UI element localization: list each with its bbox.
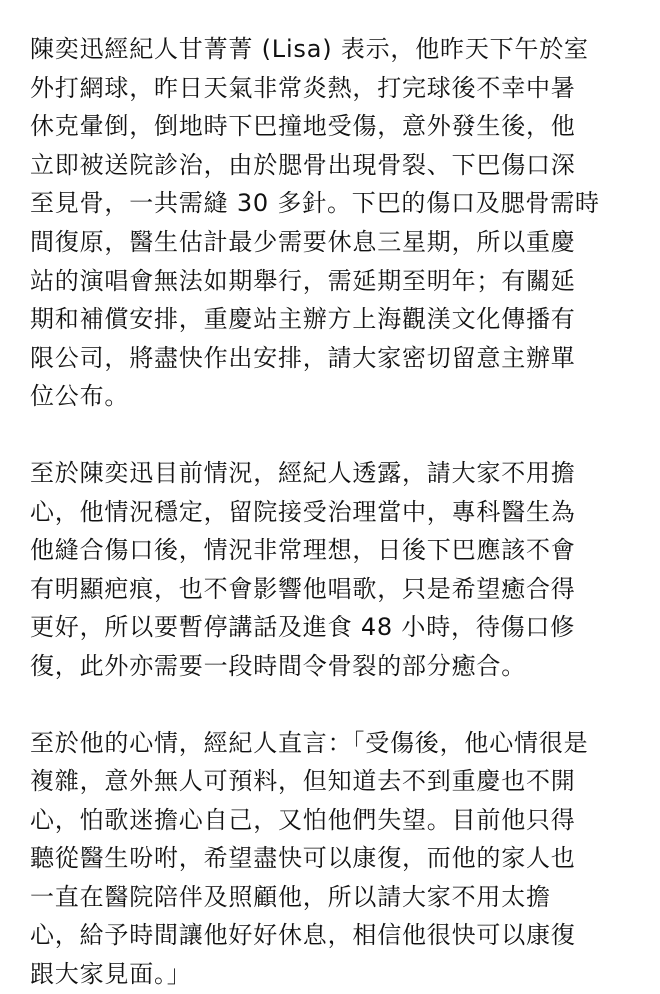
text-line: 他縫合傷口後，情況非常理想，日後下巴應該不會 xyxy=(30,536,576,565)
text-line: 一直在醫院陪伴及照顧他，所以請大家不用太擔 xyxy=(30,882,551,911)
text-line: 至於陳奕迅目前情況，經紀人透露，請大家不用擔 xyxy=(30,458,576,487)
text-line: 複雜，意外無人可預料，但知道去不到重慶也不開 xyxy=(30,767,576,796)
text-line: 站的演唱會無法如期舉行，需延期至明年；有關延 xyxy=(30,266,576,295)
text-line: 心，他情況穩定，留院接受治理當中，專科醫生為 xyxy=(30,497,576,526)
text-line: 聽從醫生吩咐，希望盡快可以康復，而他的家人也 xyxy=(30,844,576,873)
text-line: 跟大家見面。」 xyxy=(30,960,192,989)
text-line: 更好，所以要暫停講話及進食 48 小時，待傷口修 xyxy=(30,613,575,642)
text-line: 限公司，將盡快作出安排，請大家密切留意主辦單 xyxy=(30,343,576,372)
text-line: 立即被送院診治，由於腮骨出現骨裂、下巴傷口深 xyxy=(30,150,576,179)
text-line: 復，此外亦需要一段時間令骨裂的部分癒合。 xyxy=(30,651,526,680)
text-line: 期和補償安排，重慶站主辦方上海觀渼文化傳播有 xyxy=(30,305,576,334)
paragraph-mood-quote xyxy=(30,724,630,994)
text-line: 至於他的心情，經紀人直言：「受傷後，他心情很是 xyxy=(30,728,589,757)
paragraph-current-condition xyxy=(30,454,630,686)
text-line: 心，怕歌迷擔心自己，又怕他們失望。目前他只得 xyxy=(30,805,576,834)
text-line: 至見骨，一共需縫 30 多針。下巴的傷口及腮骨需時 xyxy=(30,189,600,218)
text-line: 位公布。 xyxy=(30,382,130,411)
text-line: 休克暈倒，倒地時下巴撞地受傷，意外發生後，他 xyxy=(30,112,576,141)
text-line: 有明顯疤痕，也不會影響他唱歌，只是希望癒合得 xyxy=(30,574,576,603)
paragraph-manager-statement xyxy=(30,30,630,416)
text-line: 間復原，醫生估計最少需要休息三星期，所以重慶 xyxy=(30,227,576,256)
text-line: 心，給予時間讓他好好休息，相信他很快可以康復 xyxy=(30,921,576,950)
text-line: 陳奕迅經紀人甘菁菁 (Lisa) 表示，他昨天下午於室 xyxy=(30,35,589,63)
text-line: 外打網球，昨日天氣非常炎熱，打完球後不幸中暑 xyxy=(30,73,576,102)
